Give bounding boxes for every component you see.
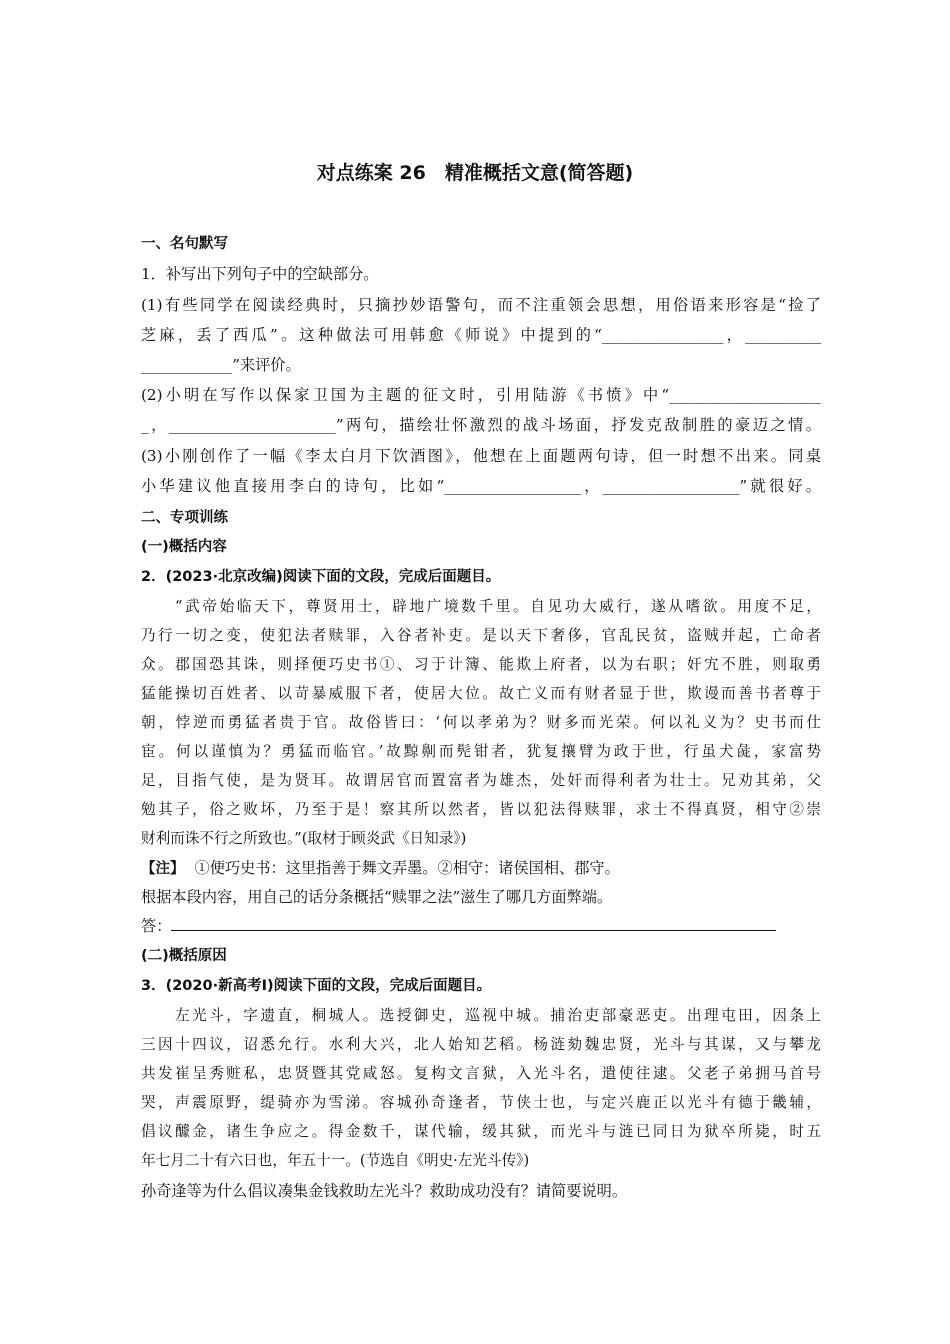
question-1-part-2-line: _，______________________”两句，描绘壮怀激烈的战斗场面，抒发克敌制胜的豪迈之情。 [141,416,821,434]
question-1-part-3-line: 小华建议他直接用李白的诗句，比如“__________________，__________________”就很好。 [141,477,821,495]
section-heading-1: 一、名句默写 [141,236,228,252]
question-2-passage-line: 勉其子，俗之败坏，乃至于是！察其所以然者，皆以犯法得赎罪，求士不得真贤，相守②崇 [141,801,821,818]
section-heading-2: 二、专项训练 [141,510,228,526]
question-3-passage-line: 左光斗，字遗直，桐城人。选授御史，巡视中城。捕治吏部豪恶吏。出理屯田，因条上 [175,1007,821,1024]
question-2-passage-line: 财利而诛不行之所致也。”(取材于顾炎武《日知录》) [141,830,467,847]
question-2-passage-line: 猛能操切百姓者、以苛暴威服下者，使居大位。故亡义而有财者显于世，欺谩而善书者尊于 [141,685,821,702]
question-2-answer [141,916,821,936]
question-1-part-1-line: (1)有些同学在阅读经典时，只摘抄妙语警句，而不注重领会思想，用俗语来形容是“捡了 [141,296,821,314]
question-3-passage-line: 哭，声震原野，缇骑亦为雪涕。容城孙奇逢者，节侠士也，与定兴鹿正以光斗有德于畿辅， [141,1094,821,1111]
question-2-passage-line: 众。郡国恐其诛，则择便巧史书①、习于计簿、能欺上府者，以为右职；奸宄不胜，则取勇 [141,656,821,673]
question-2-note [141,858,821,879]
question-3-passage-line: 倡议醵金，诸生争应之。得金数千，谋代输，缓其狱，而光斗与涟已同日为狱卒所毙，时五 [141,1123,821,1140]
question-3-passage-line: 三因十四议，诏悉允行。水利大兴，北人始知艺稻。杨涟劾魏忠贤，光斗与其谋，又与攀龙 [141,1036,821,1053]
question-2-passage-line: “武帝始临天下，尊贤用士，辟地广境数千里。自见功大威行，遂从嗜欲。用度不足， [175,598,821,615]
answer-label: 答： [141,917,172,935]
question-2-passage-line: 足，目指气使，是为贤耳。故谓居官而置富者为雄杰，处奸而得利者为壮士。兄劝其弟，父 [141,772,821,789]
question-1-intro: 1．补写出下列句子中的空缺部分。 [141,265,379,283]
page-title: 对点练案 26 精准概括文意(简答题) [316,162,634,184]
question-1-part-2-line: (2)小明在写作以保家卫国为主题的征文时，引用陆游《书愤》中“____________________ [141,386,821,404]
note-text: ①便巧史书：这里指善于舞文弄墨。②相守：诸侯国相、郡守。 [194,859,620,877]
question-1-part-3-line: (3)小刚创作了一幅《李太白月下饮酒图》，他想在上面题两句诗，但一时想不出来。同桌 [141,447,821,465]
question-1-part-1-line: ____________”来评价。 [141,356,301,374]
question-3-passage-line: 年七月二十有六日也，年五十一。(节选自《明史·左光斗传》) [141,1152,530,1169]
question-1-part-1-line: 芝麻，丢了西瓜”。这种做法可用韩愈《师说》中提到的“________________，__________ [141,326,821,344]
question-2-passage-line: 乃行一切之变，使犯法者赎罪，入谷者补吏。是以天下奢侈，官乱民贫，盗贼并起，亡命者 [141,627,821,644]
note-label: 【注】 [141,861,185,877]
answer-line[interactable] [171,916,776,931]
question-3-intro: 3．(2020·新高考Ⅰ)阅读下面的文段，完成后面题目。 [141,978,492,994]
subsection-heading-1: (一)概括内容 [141,539,227,555]
question-2-passage-line: 宦。何以谨慎为？勇猛而临官。’故黥劓而髡钳者，犹复攘臂为政于世，行虽犬彘，家富势 [141,743,821,760]
question-2-intro: 2．(2023·北京改编)阅读下面的文段，完成后面题目。 [141,569,501,585]
question-3-prompt: 孙奇逢等为什么倡议凑集金钱救助左光斗？救助成功没有？请简要说明。 [141,1182,627,1200]
question-3-passage-line: 共发崔呈秀赃私，忠贤暨其党咸怒。复构文言狱，入光斗名，遣使往逮。父老子弟拥马首号 [141,1065,821,1082]
subsection-heading-2: (二)概括原因 [141,948,227,964]
question-2-passage-line: 朝，悖逆而勇猛者贵于官。故俗皆曰：‘何以孝弟为？财多而光荣。何以礼义为？史书而仕 [141,714,821,731]
question-2-prompt: 根据本段内容，用自己的话分条概括“赎罪之法”滋生了哪几方面弊端。 [141,888,613,906]
